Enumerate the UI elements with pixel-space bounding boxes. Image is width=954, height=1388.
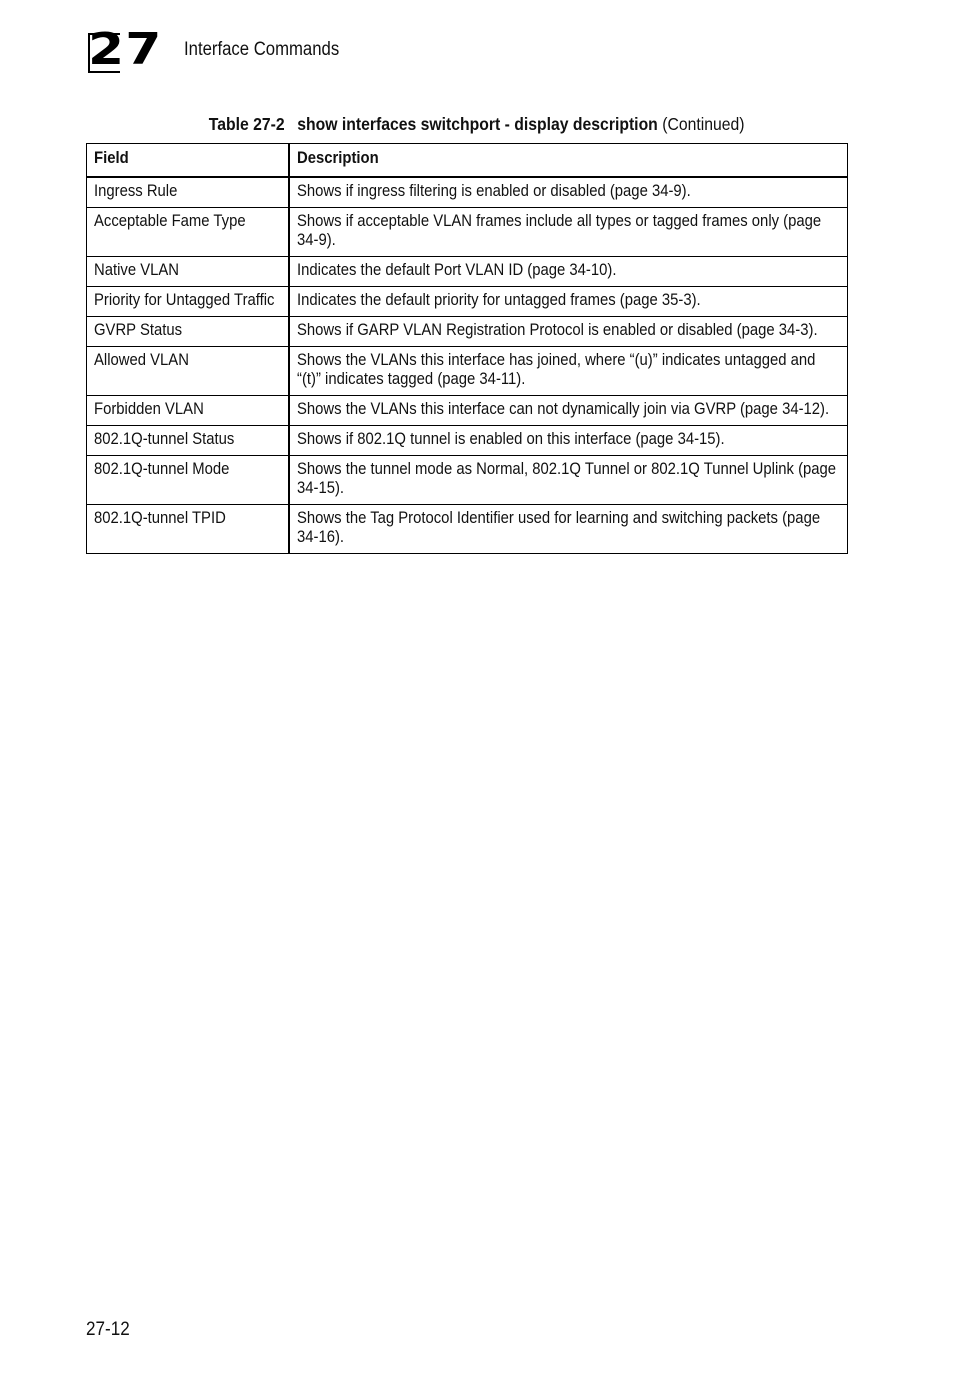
field-cell: 802.1Q-tunnel TPID xyxy=(87,505,290,554)
column-header-description: Description xyxy=(289,144,848,178)
description-cell: Indicates the default priority for untagged frames (page 35-3). xyxy=(289,287,848,317)
field-cell: GVRP Status xyxy=(87,317,290,347)
table-caption-suffix: (Continued) xyxy=(662,114,745,134)
description-cell: Indicates the default Port VLAN ID (page 34-10). xyxy=(289,257,848,287)
field-cell: Acceptable Fame Type xyxy=(87,208,290,257)
field-cell: Native VLAN xyxy=(87,257,290,287)
table-row xyxy=(87,208,848,257)
table-row xyxy=(87,287,848,317)
table-row xyxy=(87,426,848,456)
table-row xyxy=(87,257,848,287)
field-cell: 802.1Q-tunnel Status xyxy=(87,426,290,456)
table-row xyxy=(87,177,848,208)
description-table xyxy=(86,143,848,554)
table-row xyxy=(87,347,848,396)
description-cell: Shows the VLANs this interface has joined, where “(u)” indicates untagged and “(t)” indicates tagged (page 34-11). xyxy=(289,347,848,396)
table-header-row xyxy=(87,144,848,178)
field-cell: Ingress Rule xyxy=(87,177,290,208)
table-caption-label: Table 27-2 xyxy=(209,114,285,134)
description-cell: Shows the VLANs this interface can not dynamically join via GVRP (page 34-12). xyxy=(289,396,848,426)
field-cell: 802.1Q-tunnel Mode xyxy=(87,456,290,505)
column-header-field: Field xyxy=(87,144,290,178)
table-row xyxy=(87,396,848,426)
table-row xyxy=(87,505,848,554)
page-number: 27-12 xyxy=(86,1319,130,1340)
chapter-title: Interface Commands xyxy=(184,39,340,60)
table-row xyxy=(87,456,848,505)
description-cell: Shows if acceptable VLAN frames include all types or tagged frames only (page 34-9). xyxy=(289,208,848,257)
field-cell: Forbidden VLAN xyxy=(87,396,290,426)
description-cell: Shows if ingress filtering is enabled or disabled (page 34-9). xyxy=(289,177,848,208)
description-cell: Shows the tunnel mode as Normal, 802.1Q Tunnel or 802.1Q Tunnel Uplink (page 34-15). xyxy=(289,456,848,505)
table-caption xyxy=(0,113,954,135)
table-row xyxy=(87,317,848,347)
description-cell: Shows if 802.1Q tunnel is enabled on this interface (page 34-15). xyxy=(289,426,848,456)
field-cell: Allowed VLAN xyxy=(87,347,290,396)
description-cell: Shows if GARP VLAN Registration Protocol is enabled or disabled (page 34-3). xyxy=(289,317,848,347)
table-caption-title: show interfaces switchport - display description xyxy=(297,114,659,134)
description-cell: Shows the Tag Protocol Identifier used for learning and switching packets (page 34-16). xyxy=(289,505,848,554)
field-cell: Priority for Untagged Traffic xyxy=(87,287,290,317)
chapter-number: 27 xyxy=(88,24,163,75)
